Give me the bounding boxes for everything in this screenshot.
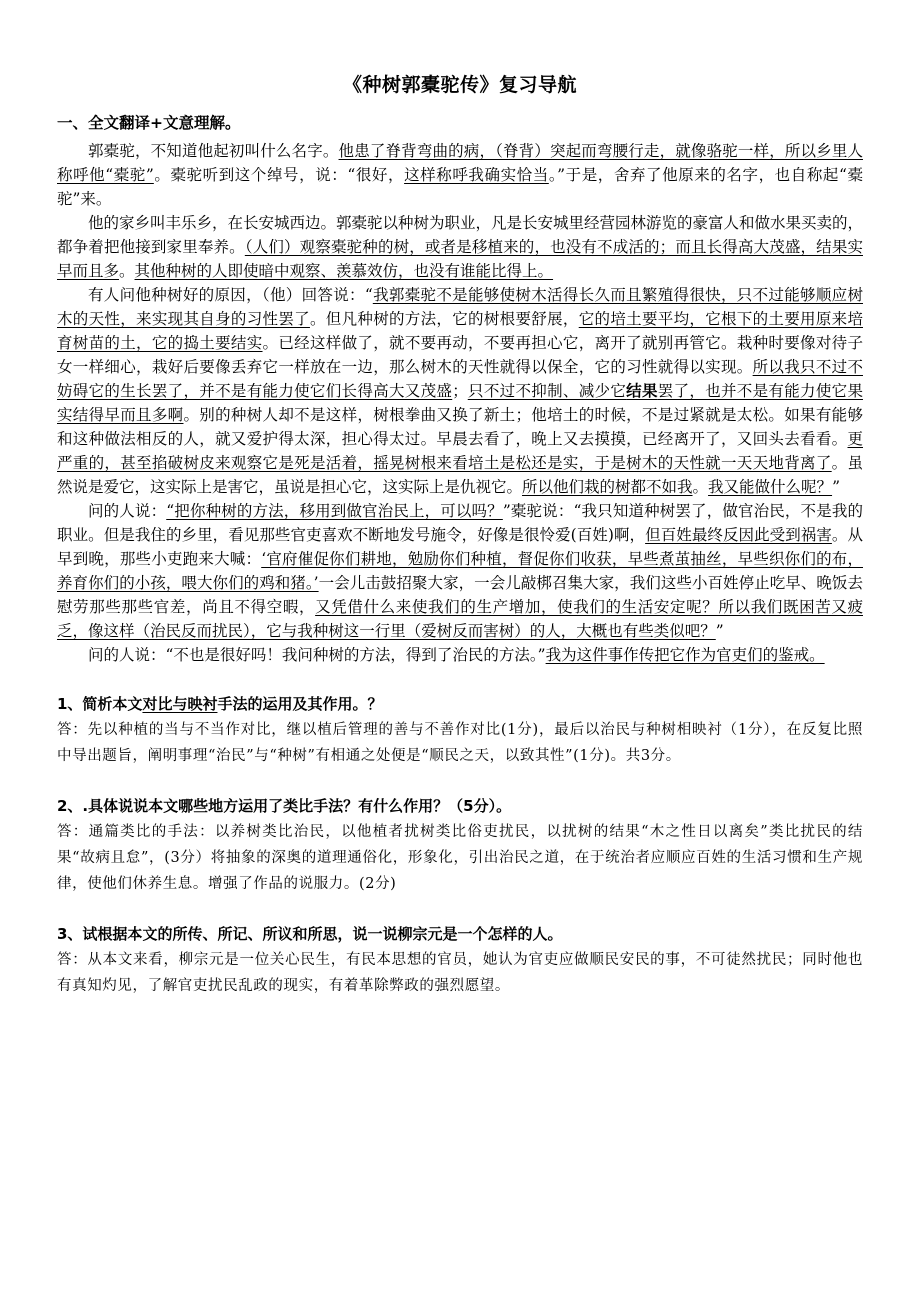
text-run: 。别的种树人却不是这样，树根拳曲又换了新土；他培土的时候，不是过紧就是太松。如果有能够和这种做法相反的人，就又爱护得太深，担心得太过。早晨去看了，晚上又去摸摸，已经离开了，又回头去看看。 [57,406,863,448]
underlined-text: 对比与映衬 [142,695,218,713]
paragraph-3 [57,283,863,499]
text-run: 他的家乡叫丰乐乡，在长安城西边。郭橐驼以种树为职业，凡是长安城里经营园林游览的豪富人和做水果买卖的，都争着把他接到家里奉养。 [57,214,864,256]
text-run: 。虽然说是爱它，这实际上是害它，虽说是担心它，这实际上是仇视它。 [57,454,863,496]
underlined-text: 我为这件事作传把它作为官吏们的鉴戒。 [545,646,825,664]
document-page [57,70,863,999]
underlined-text: 只不过不抑制、减少它 [467,382,627,400]
text-run: 有人问他种树好的原因，（他）回答说：“ [88,286,373,304]
text-run: 。从早到晚，那些小吏跑来大喊： [57,526,863,568]
text-run: 。 [119,262,135,280]
text-run: 问的人说： [88,502,167,520]
underlined-text: 其他种树的人即使暗中观察、羡慕效仿，也没有谁能比得上。 [134,262,554,280]
text-run: 。”于是，舍弃了他原来的名字，也自称起“橐驼”来。 [57,166,863,208]
underlined-text: 他患了脊背弯曲的病，（脊背）突起而弯腰行走，就像骆驼一样，所以乡里人称呼他“橐驼” [57,142,863,184]
text-run: 3、试根据本文的所传、所记、所议和所思，说一说柳宗元是一个怎样的人。 [57,925,563,943]
document-title: 《种树郭橐驼传》复习导航 [342,74,577,96]
section-heading: 一、全文翻译+文意理解。 [57,114,241,132]
text-run: 2、.具体说说本文哪些地方运用了类比手法？有什么作用？（5分）。 [57,797,512,815]
text-run: ” [715,622,724,640]
text-run: 。 [692,478,709,496]
text-run: 郭橐驼，不知道他起初叫什么名字。 [88,142,339,160]
question-3-title [57,923,863,944]
text-run: 。已经这样做了，就不要再动，不要再担心它，离开了就别再管它。栽种时要像对待子女一样细心，栽好后要像丢弃它一样放在一边，那么树木的天性就得以保全，它的习性就得以实现。 [57,334,863,376]
text-run: 。橐驼听到这个绰号，说：“很好， [153,166,405,184]
underlined-text: 我郭橐驼不是能够使树木活得长久而且繁殖得很快，只不过能够顺应树木的天性，来实现其自身的习性罢了 [57,286,863,328]
question-3 [57,923,863,999]
text-run: ” [832,478,840,496]
text-run: 1、简析本文 [57,695,143,713]
question-2-answer: 答：通篇类比的手法：以养树类比治民，以他植者扰树类比俗吏扰民，以扰树的结果“木之性日以离矣”类比扰民的结果“故病且怠”，(3分）将抽象的深奥的道理通俗化，形象化，引出治民之道，在于统治者应顺应百姓的生活习惯和生产规律，使他们休养生息。增强了作品的说服力。(2分) [57,824,863,892]
question-1-answer: 答：先以种植的当与不当作对比，继以植后管理的善与不善作对比(1分)，最后以治民与种树相映衬（1分），在反复比照中导出题旨，阐明事理“治民”与“种树”有相通之处便是“顺民之天，以致其性”(1分)。共3分。 [57,722,863,764]
underlined-text: 又凭借什么来使我们的生产增加，使我们的生活安定呢？所以我们既困苦又疲乏，像这样（治民反而扰民），它与我种树这一行里（爱树反而害树）的人，大概也有些类似吧？ [57,598,863,640]
underlined-text: 但百姓最终反因此受到祸害 [645,526,832,544]
question-2 [57,795,863,897]
underlined-text: ‘官府催促你们耕地，勉励你们种植，督促你们收获，早些煮茧抽丝，早些织你们的布，养育你们的小孩，喂大你们的鸡和猪。’ [57,550,863,592]
text-run: 问的人说：“不也是很好吗！我问种树的方法，得到了治民的方法。” [88,646,546,664]
underlined-text: （人们）观察橐驼种的树，或者是移植来的，也没有不成活的；而且长得高大茂盛，结果实早而且多 [57,238,863,280]
underlined-text: 所以我只不过不妨碍它的生长罢了，并不是有能力使它们长得高大又茂盛 [57,358,863,400]
underlined-text: 罢了，也并不是有能力使它果实结得早而且多啊 [57,382,863,424]
text-run: ； [452,382,468,400]
text-run: 。但凡种树的方法，它的树根要舒展， [309,310,579,328]
underlined-text: 这样称呼我确实恰当 [404,166,549,184]
underlined-text: 结果 [626,381,658,400]
question-3-answer: 答：从本文来看，柳宗元是一位关心民生，有民本思想的官员，她认为官吏应做顺民安民的事，不可徒然扰民；同时他也有真知灼见，了解官吏扰民乱政的现实，有着革除弊政的强烈愿望。 [57,952,863,994]
underlined-text: 我又能做什么呢？ [708,478,833,496]
text-run: ”橐驼说：“我只知道种树罢了，做官治民，不是我的职业。但是我住的乡里，看见那些官吏喜欢不断地发号施令，好像是很怜爱(百姓)啊， [57,502,863,544]
underlined-text: 更严重的，甚至掐破树皮来观察它是死是活着，摇晃树根来看培土是松还是实，于是树木的天性就一天天地背离了 [57,430,863,472]
text-run: 手法的运用及其作用。？ [217,695,383,713]
underlined-text: 所以他们栽的树都不如我 [522,478,693,496]
paragraph-2 [57,211,863,283]
question-1 [57,693,863,769]
underlined-text: “把你种树的方法，移用到做官治民上，可以吗？ [166,502,503,520]
paragraph-1 [57,139,863,211]
question-1-title [57,693,863,714]
paragraph-4 [57,499,863,643]
underlined-text: 它的培土要平均，它根下的土要用原来培育树苗的土，它的捣土要结实 [57,310,863,352]
question-2-title [57,795,863,816]
paragraph-5 [57,643,863,667]
translation-body [57,139,863,667]
text-run: 一会儿击鼓招聚大家，一会儿敲梆召集大家，我们这些小百姓停止吃早、晚饭去慰劳那些那些官差，尚且不得空暇， [57,574,863,616]
